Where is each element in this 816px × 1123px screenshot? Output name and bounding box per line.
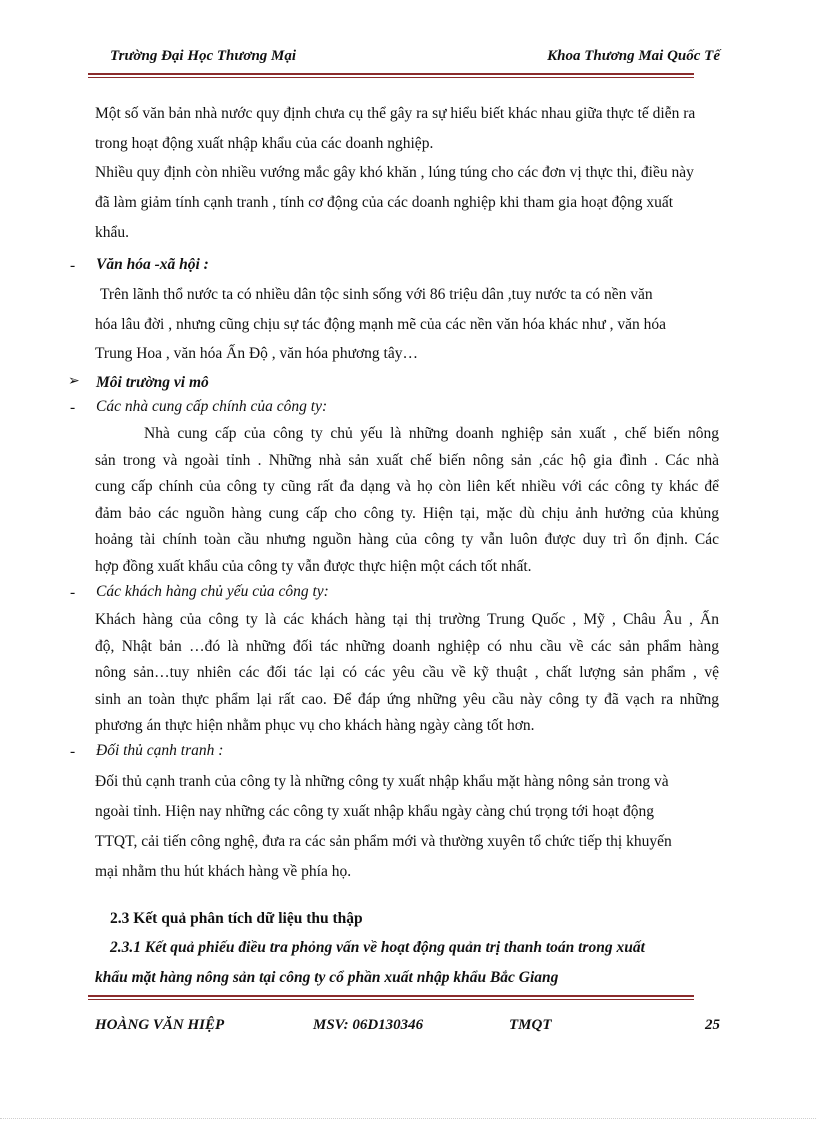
page-number: 25 <box>705 1017 720 1033</box>
paragraph-line: trong hoạt động xuất nhập khẩu của các doanh nghiệp. <box>95 135 434 152</box>
paragraph-line: sản trong và ngoài tỉnh . Những nhà sản xuất chế biến nông sản ,các hộ gia đình . Các nhà <box>95 452 719 469</box>
paragraph-line: sinh an toàn thực phẩm lại rất cao. Để đáp ứng những yêu cầu này công ty đã vạch ra những <box>95 691 719 708</box>
footer-author: HOÀNG VĂN HIỆP <box>95 1017 225 1033</box>
paragraph-line: đảm bảo các nguồn hàng cung cấp cho công ty. Hiện tại, mặc dù chịu ảnh hưởng của khủng <box>95 505 719 522</box>
bullet-dash: - <box>70 257 76 274</box>
section-2-3-1-heading-cont: khẩu mặt hàng nông sản tại công ty cổ phần xuất nhập khẩu Bắc Giang <box>95 969 559 986</box>
footer-major: TMQT <box>509 1017 552 1033</box>
bullet-dash: - <box>70 584 76 601</box>
paragraph-line: Một số văn bản nhà nước quy định chưa cụ thể gây ra sự hiểu biết khác nhau giữa thực tế diễn ra <box>95 105 696 122</box>
heading-doi-thu-canh-tranh: Đối thủ cạnh tranh : <box>96 742 224 759</box>
paragraph-line: Đối thủ cạnh tranh của công ty là những công ty xuất nhập khẩu mặt hàng nông sản trong và <box>95 773 669 790</box>
header-school: Trường Đại Học Thương Mại <box>110 48 297 64</box>
paragraph-line: ngoài tỉnh. Hiện nay những các công ty xuất nhập khẩu ngày càng chú trọng tới hoạt động <box>95 803 654 820</box>
paragraph-line: Trung Hoa , văn hóa Ấn Độ , văn hóa phương tây… <box>95 345 418 362</box>
paragraph-line: TTQT, cải tiến công nghệ, đưa ra các sản phẩm mới và thường xuyên tổ chức tiếp thị khuyến <box>95 833 672 850</box>
bullet-dash: - <box>70 743 76 760</box>
paragraph-line: Nhiều quy định còn nhiều vướng mắc gây khó khăn , lúng túng cho các đơn vị thực thi, điều này <box>95 164 694 181</box>
header-rule-thin <box>88 77 694 78</box>
paragraph-line: hóa lâu đời , nhưng cũng chịu sự tác động mạnh mẽ của các nền văn hóa khác như , văn hóa <box>95 316 666 333</box>
paragraph-line: hoảng tài chính toàn cầu nhưng nguồn hàng của công ty vẫn luôn được duy trì ổn định. Các <box>95 531 719 548</box>
paragraph-line: Khách hàng của công ty là các khách hàng tại thị trường Trung Quốc , Mỹ , Châu Âu , Ấn <box>95 611 719 628</box>
arrow-bullet-icon: ➢ <box>68 374 80 389</box>
paragraph-line: Nhà cung cấp của công ty chủ yếu là những doanh nghiệp sản xuất , chế biến nông <box>144 425 719 442</box>
paragraph-line: phương án thực hiện nhằm phục vụ cho khách hàng ngày càng tốt hơn. <box>95 717 535 734</box>
paragraph-line: mại nhằm thu hút khách hàng về phía họ. <box>95 863 352 880</box>
paragraph-line: đã làm giảm tính cạnh tranh , tính cơ động của các doanh nghiệp khi tham gia hoạt động xuất <box>95 194 674 211</box>
heading-moi-truong-vi-mo: Môi trường vi mô <box>96 374 209 391</box>
header-faculty: Khoa Thương Mai Quốc Tế <box>547 48 720 64</box>
heading-nha-cung-cap: Các nhà cung cấp chính của công ty: <box>96 398 328 415</box>
section-2-3-heading: 2.3 Kết quả phân tích dữ liệu thu thập <box>110 910 363 927</box>
paragraph-line: độ, Nhật bản …đó là những đối tác những doanh nghiệp có nhu cầu về các sản phẩm hàng <box>95 638 719 655</box>
footer-rule-thin <box>88 999 694 1000</box>
footer-student-id: MSV: 06D130346 <box>313 1017 424 1033</box>
heading-van-hoa-xa-hoi: Văn hóa -xã hội : <box>96 256 209 273</box>
page-bottom-border <box>0 1118 816 1119</box>
section-2-3-1-heading: 2.3.1 Kết quả phiếu điều tra phỏng vấn về hoạt động quản trị thanh toán trong xuất <box>110 939 645 956</box>
paragraph-line: hợp đồng xuất khẩu của công ty vẫn được thực hiện một cách tốt nhất. <box>95 558 532 575</box>
heading-khach-hang: Các khách hàng chủ yếu của công ty: <box>96 583 329 600</box>
bullet-dash: - <box>70 399 76 416</box>
paragraph-line: cung cấp chính của công ty cũng rất đa dạng và họ còn liên kết nhiều với các công ty khác để <box>95 478 719 495</box>
footer-rule <box>88 995 694 997</box>
paragraph-line: nông sản…tuy nhiên các đối tác lại có các yêu cầu về kỹ thuật , chất lượng sản phẩm , vệ <box>95 664 719 681</box>
header-rule <box>88 73 694 75</box>
paragraph-line: khẩu. <box>95 224 130 241</box>
paragraph-line: Trên lãnh thổ nước ta có nhiều dân tộc sinh sống với 86 triệu dân ,tuy nước ta có nền văn <box>100 286 653 303</box>
